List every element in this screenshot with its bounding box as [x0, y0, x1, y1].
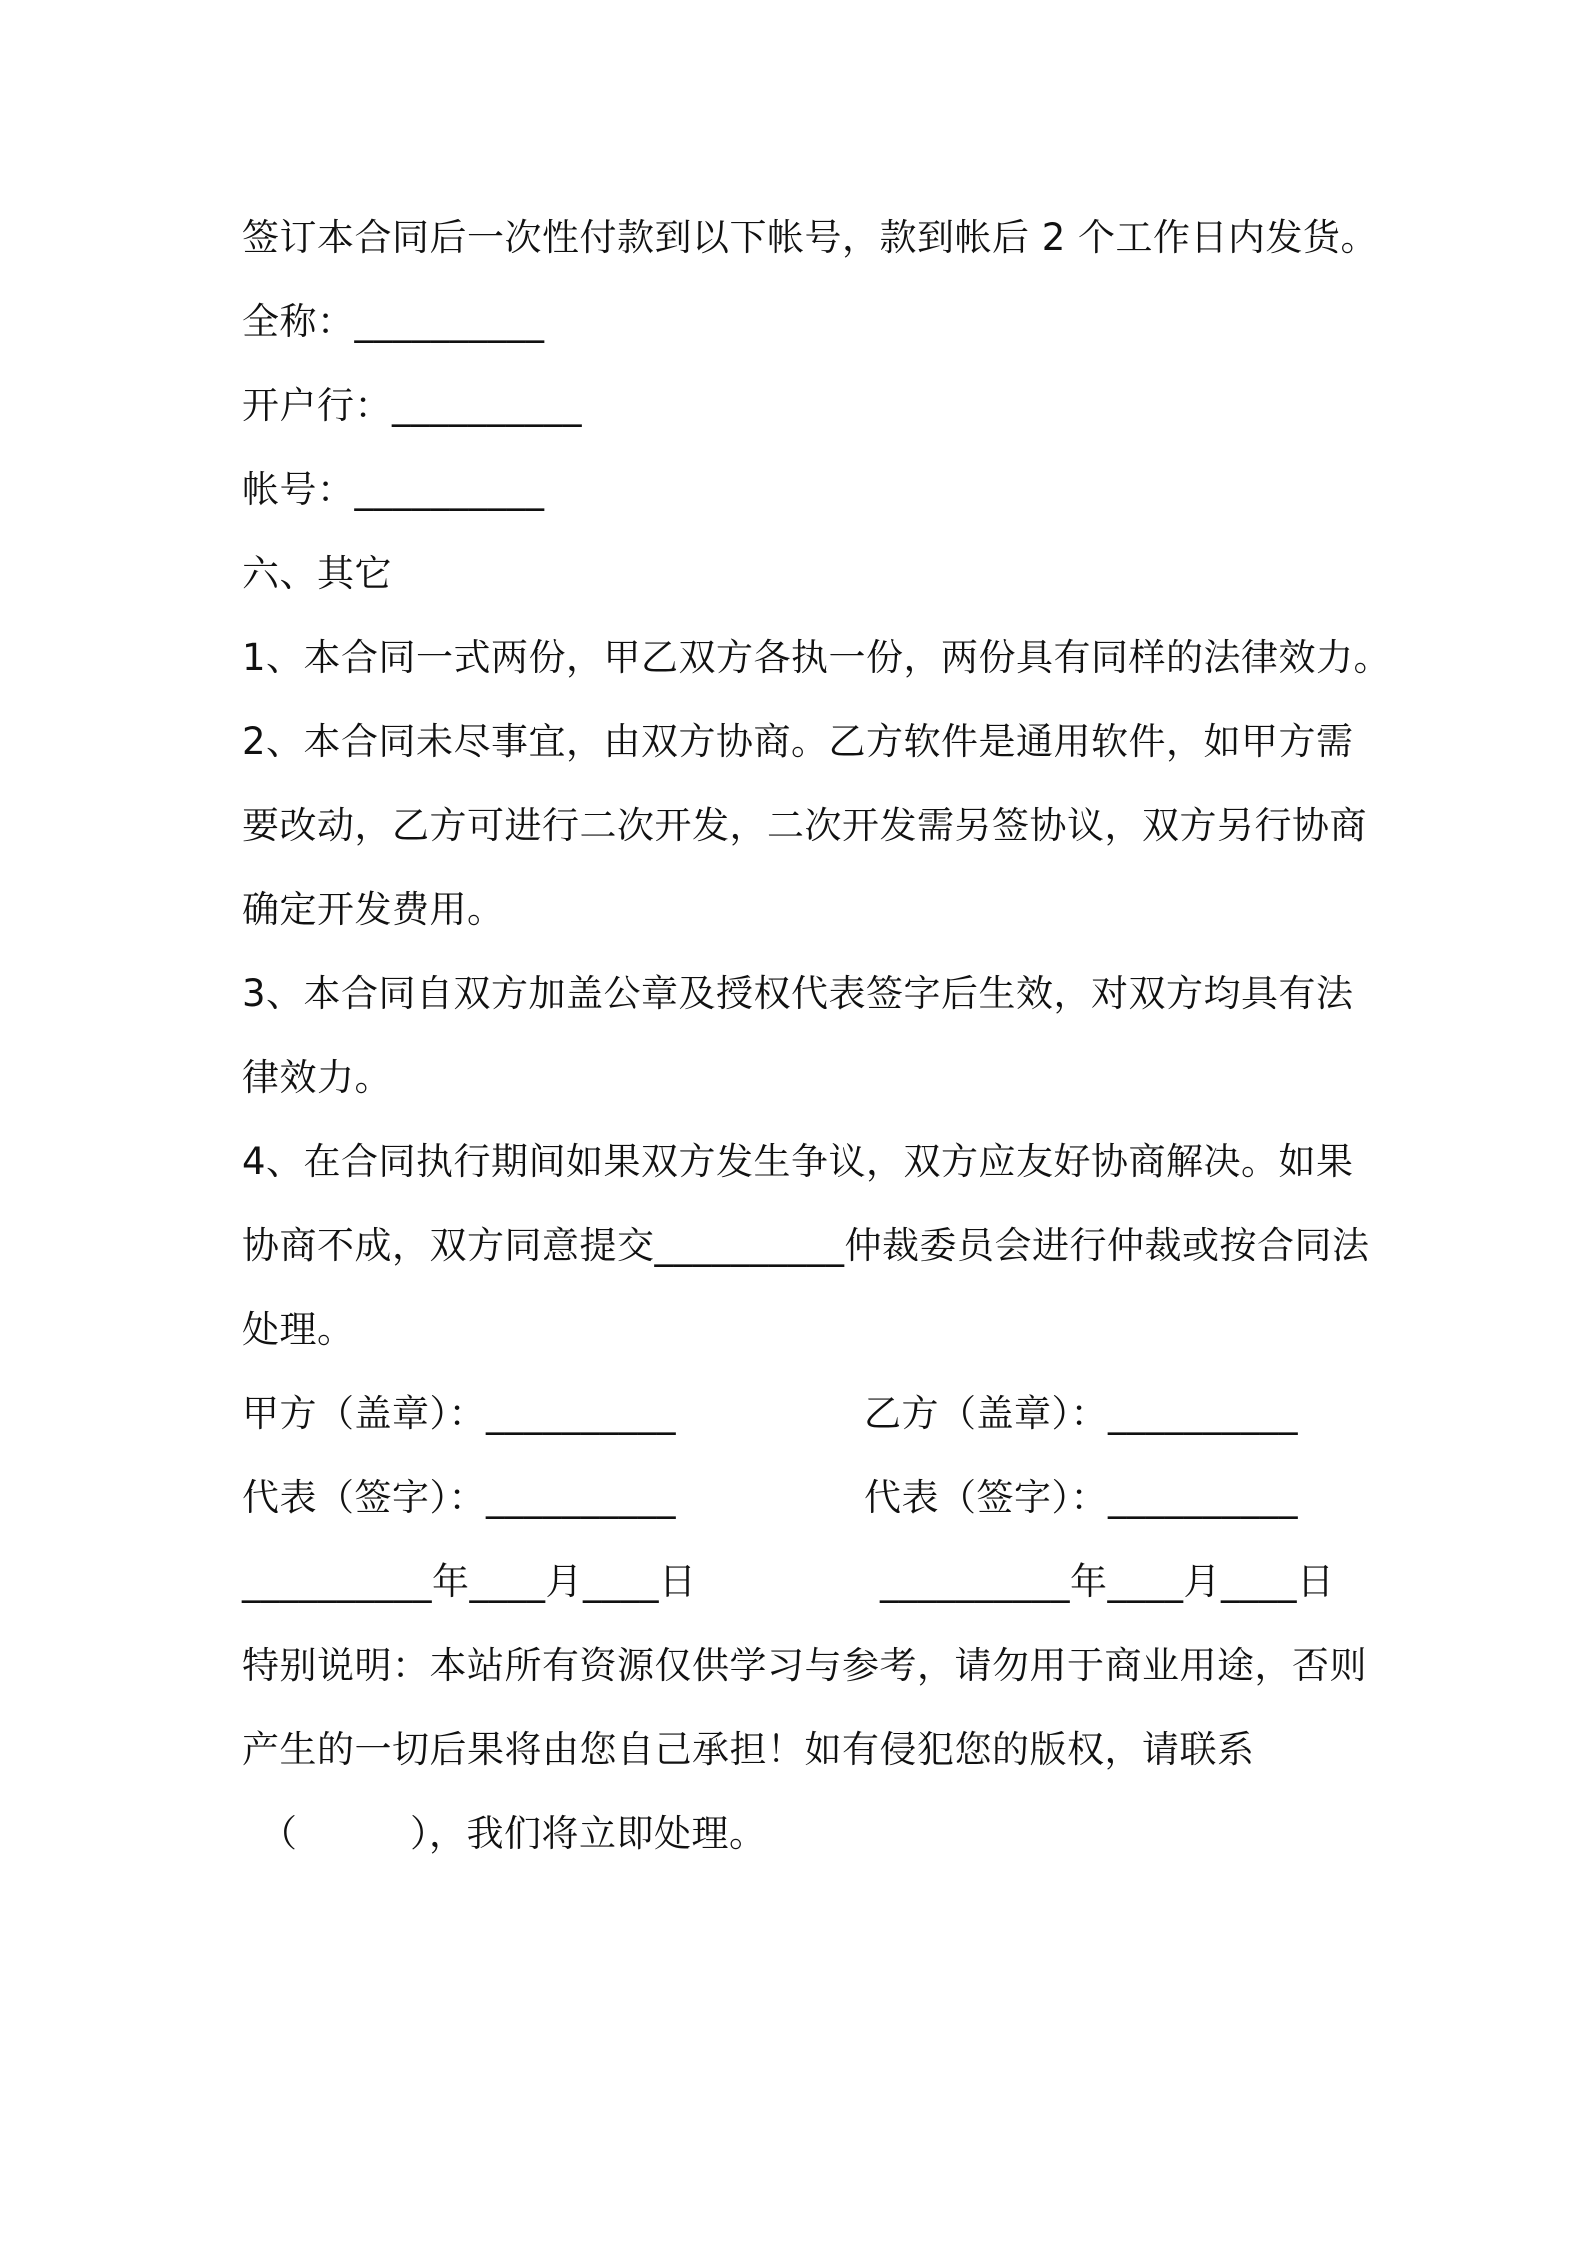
clause-2-line-1: 2、本合同未尽事宜，由双方协商。乙方软件是通用软件，如甲方需: [242, 720, 1354, 763]
notice-line-3: （ ），我们将立即处理。: [260, 1812, 767, 1855]
seal-row: [242, 1372, 1372, 1456]
party-b-date-field: __________年____月____日: [880, 1560, 1335, 1603]
party-a-seal-field: 甲方（盖章）：__________: [242, 1392, 676, 1435]
representative-row: [242, 1456, 1372, 1540]
party-a-rep-field: 代表（签字）：__________: [242, 1476, 676, 1519]
clause-4-line-2: 协商不成，双方同意提交__________仲裁委员会进行仲裁或按合同法: [242, 1224, 1370, 1267]
notice-line-2: 产生的一切后果将由您自己承担！如有侵犯您的版权，请联系: [242, 1728, 1255, 1771]
bank-field: 开户行：__________: [242, 384, 582, 427]
party-a-date-field: __________年____月____日: [242, 1560, 697, 1603]
clause-3-line-2: 律效力。: [242, 1056, 392, 1099]
account-name-field: 全称：__________: [242, 300, 545, 343]
clause-3-line-1: 3、本合同自双方加盖公章及授权代表签字后生效，对双方均具有法: [242, 972, 1354, 1015]
clause-1: 1、本合同一式两份，甲乙双方各执一份，两份具有同样的法律效力。: [242, 636, 1392, 679]
section-six-heading: 六、其它: [242, 552, 392, 595]
clause-4-line-3: 处理。: [242, 1308, 355, 1351]
account-number-field: 帐号：__________: [242, 468, 545, 511]
contract-body: [242, 196, 1392, 1876]
date-row: [242, 1540, 1372, 1624]
payment-terms: 签订本合同后一次性付款到以下帐号，款到帐后 2 个工作日内发货。: [242, 216, 1379, 259]
party-b-seal-field: 乙方（盖章）：__________: [864, 1392, 1298, 1435]
notice-line-1: 特别说明：本站所有资源仅供学习与参考，请勿用于商业用途，否则: [242, 1644, 1367, 1687]
clause-2-line-3: 确定开发费用。: [242, 888, 505, 931]
clause-2-line-2: 要改动，乙方可进行二次开发，二次开发需另签协议，双方另行协商: [242, 804, 1367, 847]
clause-4-line-1: 4、在合同执行期间如果双方发生争议，双方应友好协商解决。如果: [242, 1140, 1354, 1183]
party-b-rep-field: 代表（签字）：__________: [864, 1476, 1298, 1519]
